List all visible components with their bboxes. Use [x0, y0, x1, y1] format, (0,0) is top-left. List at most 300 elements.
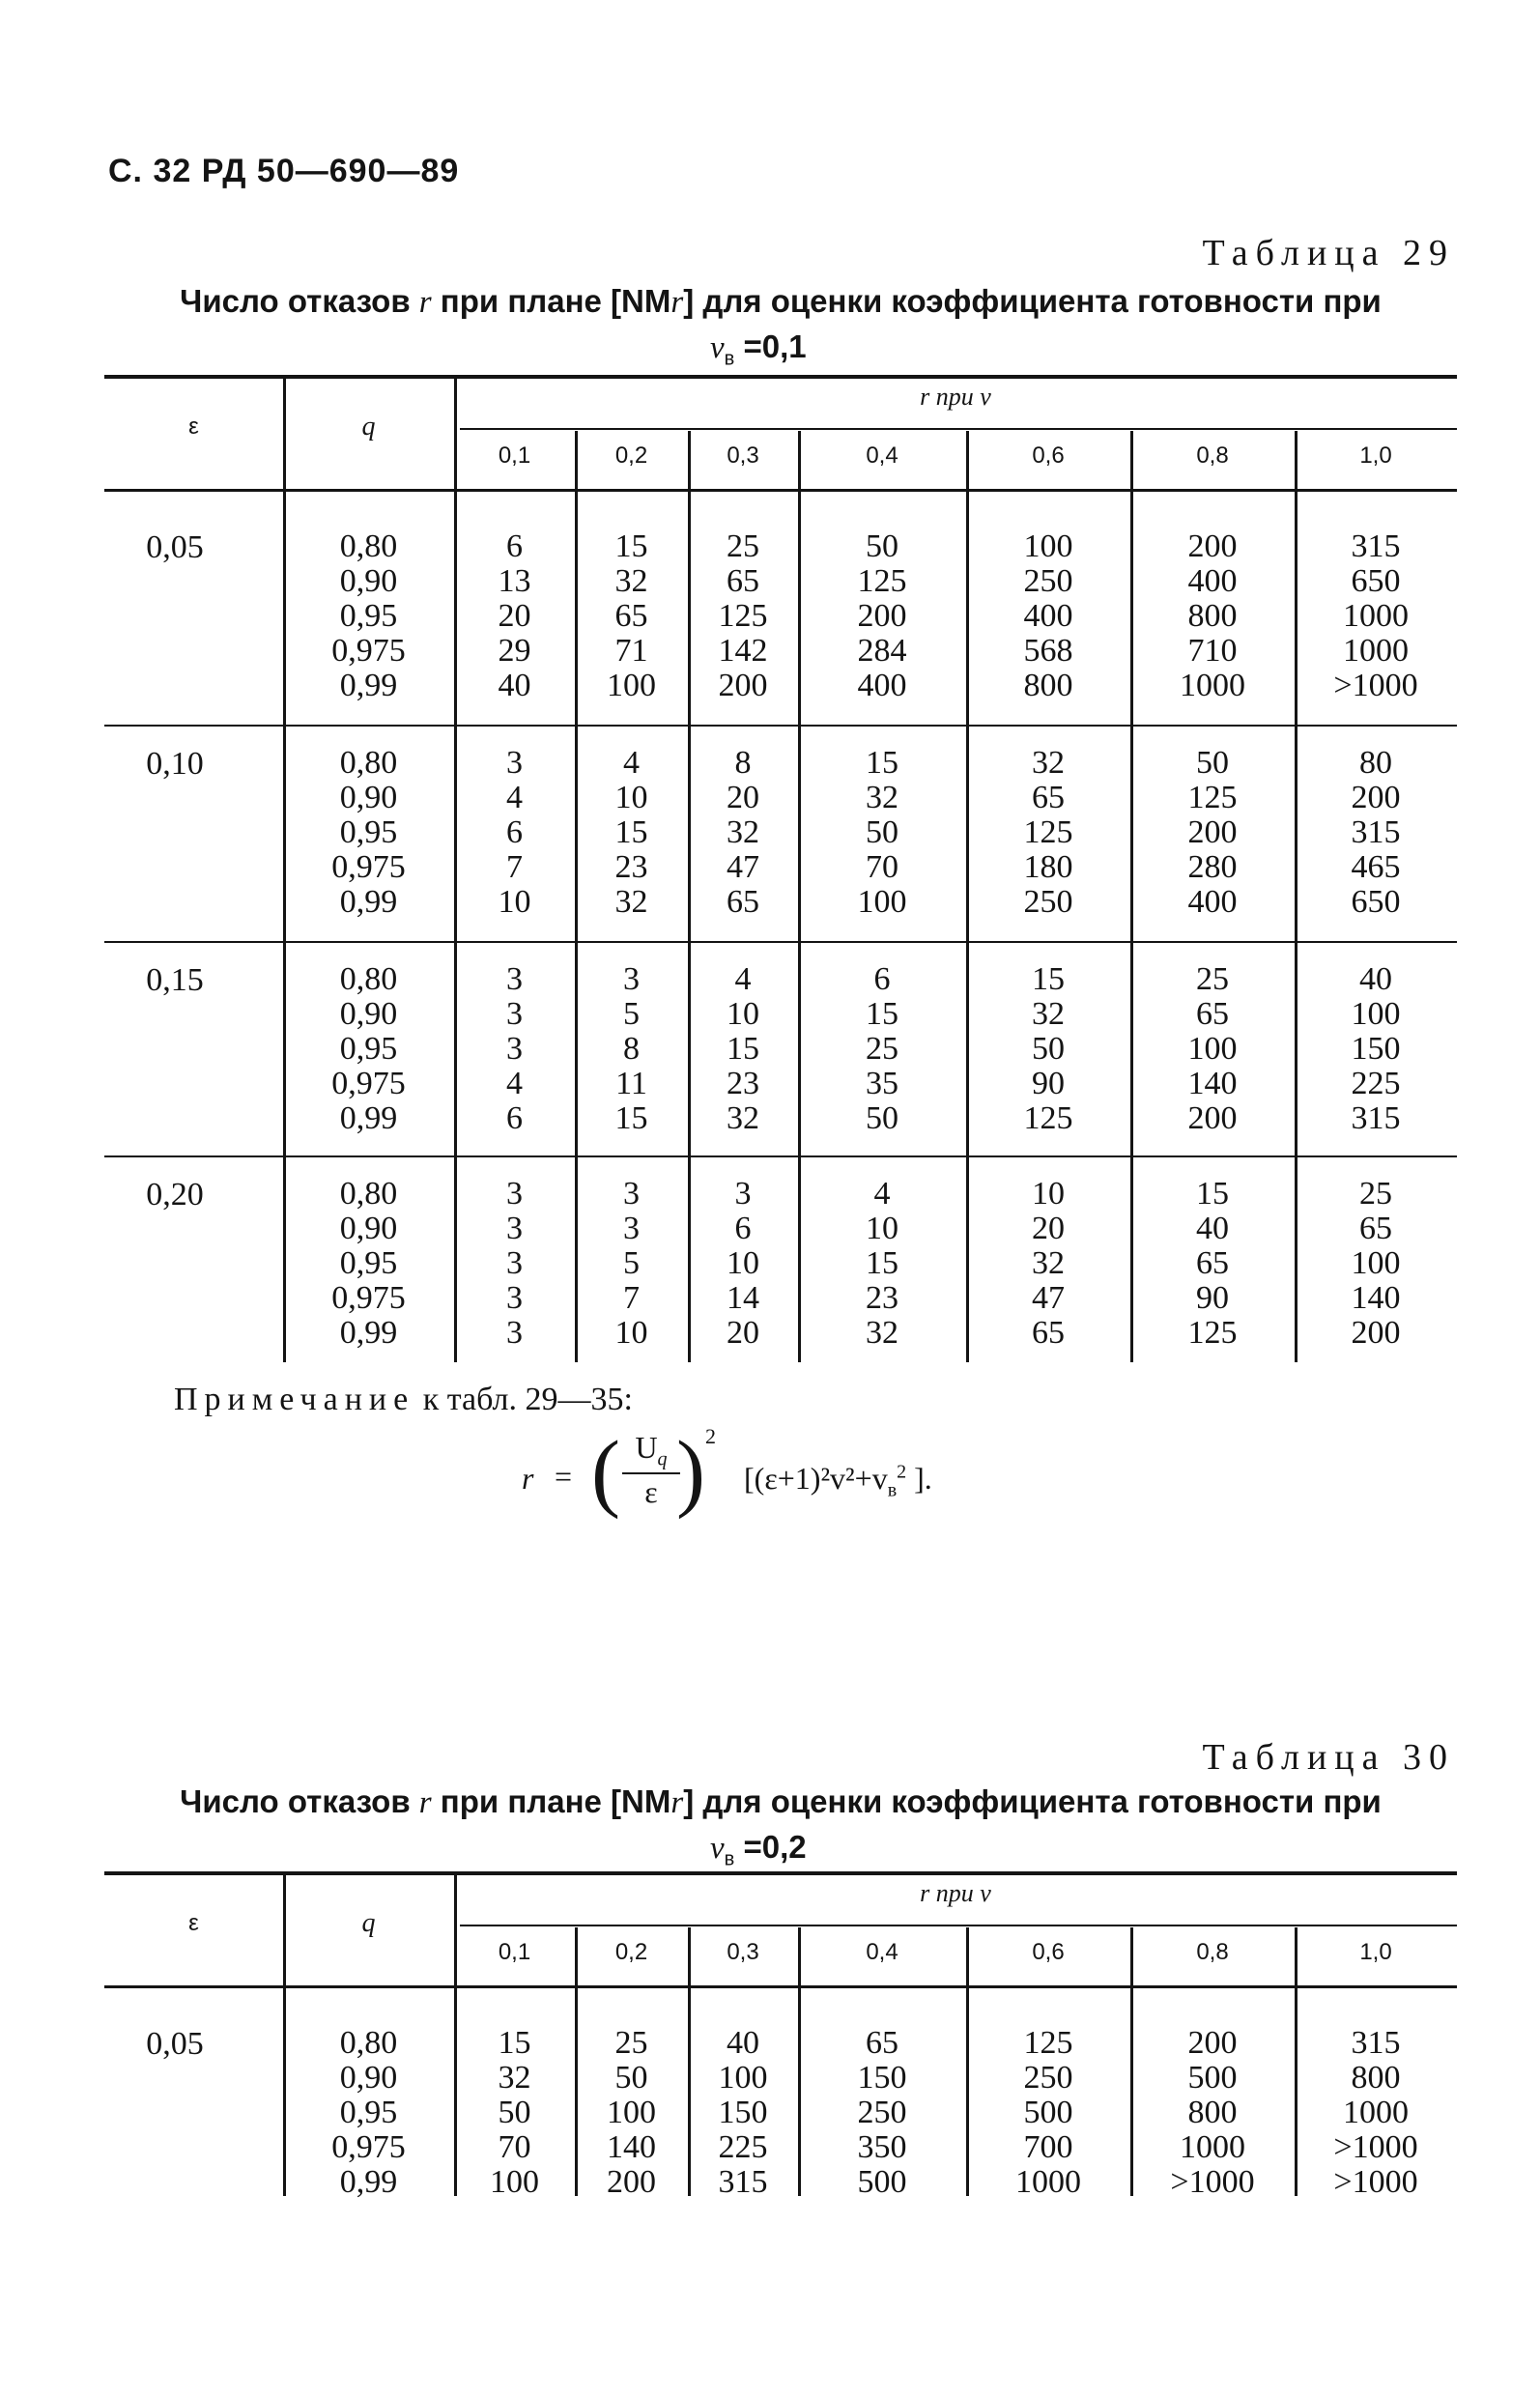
table-cell: 150: [718, 2095, 768, 2130]
q-value: 0,90: [339, 563, 398, 599]
table-cell: 6: [506, 814, 523, 850]
body-divider: [798, 492, 801, 1362]
table-cell: 7: [623, 1280, 640, 1316]
q-value: 0,95: [339, 1245, 398, 1281]
table-cell: 1000: [1015, 2164, 1081, 2200]
value-column: [579, 746, 684, 920]
table-cell: 3: [506, 1280, 523, 1316]
q-value: 0,80: [339, 528, 398, 564]
value-column: [1298, 2026, 1453, 2200]
value-column: [692, 1177, 794, 1351]
value-column: [970, 1177, 1126, 1351]
column-header-v: 0,1: [498, 1939, 531, 1965]
page-header: С. 32 РД 50—690—89: [108, 153, 460, 189]
table-cell: 8: [623, 1031, 640, 1067]
table-cell: 100: [1351, 1245, 1401, 1281]
table-cell: 250: [1023, 2060, 1073, 2096]
table-cell: 32: [614, 884, 648, 920]
table-cell: 3: [506, 1176, 523, 1212]
table-cell: 10: [1032, 1176, 1065, 1212]
table-cell: >1000: [1333, 668, 1418, 703]
table-cell: 200: [1187, 814, 1238, 850]
table-cell: 6: [734, 1211, 752, 1246]
table-cell: 3: [506, 745, 523, 781]
table-cell: 23: [866, 1280, 898, 1316]
table-30-label: Таблица 30: [1202, 1737, 1455, 1778]
q-value: 0,99: [339, 2164, 398, 2200]
header-divider: [688, 431, 691, 489]
table-cell: 40: [1359, 961, 1392, 997]
value-column: [970, 746, 1126, 920]
table-cell: 8: [734, 745, 752, 781]
table-cell: 6: [506, 1100, 523, 1136]
table-cell: 4: [623, 745, 640, 781]
column-header-v: 0,2: [614, 1939, 648, 1965]
body-divider: [1295, 492, 1298, 1362]
table-cell: 40: [727, 2025, 759, 2061]
table-cell: 4: [506, 1066, 523, 1101]
table-cell: 1000: [1343, 2095, 1409, 2130]
table-cell: 125: [1023, 814, 1073, 850]
table-cell: 800: [1187, 2095, 1238, 2130]
table-cell: 15: [614, 814, 648, 850]
value-column: [802, 529, 962, 703]
value-column: [1298, 746, 1453, 920]
table-cell: 3: [506, 1315, 523, 1351]
table-cell: 25: [1196, 961, 1229, 997]
table-cell: 125: [1023, 1100, 1073, 1136]
header-divider: [1130, 431, 1133, 489]
table-cell: 10: [727, 996, 759, 1032]
value-column: [970, 2026, 1126, 2200]
q-value: 0,80: [339, 961, 398, 997]
top-rule: [104, 1871, 1457, 1875]
body-divider: [1130, 1988, 1133, 2196]
body-divider: [688, 1988, 691, 2196]
value-column: [692, 2026, 794, 2200]
q-value: 0,99: [339, 884, 398, 920]
table-cell: 100: [607, 668, 656, 703]
top-rule: [104, 375, 1457, 379]
table-cell: 140: [1187, 1066, 1238, 1101]
table-cell: 5: [623, 1245, 640, 1281]
table-cell: 65: [1196, 996, 1229, 1032]
value-column: [970, 529, 1126, 703]
value-column: [692, 529, 794, 703]
table-cell: 400: [1023, 598, 1073, 634]
column-header-q: q: [361, 1908, 376, 1938]
q-column: [302, 746, 435, 920]
header-divider: [798, 1927, 801, 1985]
body-divider: [454, 1988, 457, 2196]
table-cell: 500: [857, 2164, 907, 2200]
table-cell: 200: [1187, 528, 1238, 564]
header-rule: [104, 489, 1457, 492]
table-cell: 5: [623, 996, 640, 1032]
table-cell: 15: [866, 1245, 898, 1281]
table-cell: 71: [614, 633, 648, 669]
table-cell: 1000: [1180, 2129, 1245, 2165]
table-cell: 284: [857, 633, 907, 669]
table-cell: 150: [1351, 1031, 1401, 1067]
table-cell: 15: [727, 1031, 759, 1067]
table-cell: 10: [866, 1211, 898, 1246]
table-cell: 40: [498, 668, 531, 703]
table-cell: 3: [506, 1245, 523, 1281]
column-header-v: 0,8: [1196, 1939, 1229, 1965]
value-column: [1134, 962, 1291, 1136]
value-column: [579, 962, 684, 1136]
table-cell: 250: [1023, 884, 1073, 920]
q-value: 0,99: [339, 1315, 398, 1351]
table-cell: 250: [1023, 563, 1073, 599]
table-cell: 20: [727, 1315, 759, 1351]
table-cell: 47: [727, 849, 759, 885]
table-cell: 3: [506, 1031, 523, 1067]
table-cell: 650: [1351, 884, 1401, 920]
group-rule: [460, 428, 1457, 430]
table-cell: 15: [866, 996, 898, 1032]
table-cell: 10: [727, 1245, 759, 1281]
table-cell: 100: [718, 2060, 768, 2096]
body-divider: [575, 1988, 578, 2196]
table-cell: 10: [498, 884, 531, 920]
table-cell: 65: [1196, 1245, 1229, 1281]
table-cell: 40: [1196, 1211, 1229, 1246]
table-cell: 32: [1032, 745, 1065, 781]
table-cell: 10: [614, 780, 648, 815]
table-cell: 65: [614, 598, 648, 634]
table-cell: 3: [506, 961, 523, 997]
table-cell: 125: [857, 563, 907, 599]
body-divider: [688, 492, 691, 1362]
table-cell: 15: [498, 2025, 531, 2061]
table-cell: 23: [727, 1066, 759, 1101]
table-cell: 140: [607, 2129, 656, 2165]
table-cell: 200: [1351, 780, 1401, 815]
table-cell: 465: [1351, 849, 1401, 885]
column-header-v: 0,1: [498, 442, 531, 469]
value-column: [802, 1177, 962, 1351]
table-cell: 3: [623, 961, 640, 997]
table-cell: 315: [1351, 814, 1401, 850]
table-cell: 200: [857, 598, 907, 634]
header-divider: [454, 1875, 457, 1985]
q-value: 0,80: [339, 1176, 398, 1212]
value-column: [458, 529, 571, 703]
header-divider: [575, 431, 578, 489]
table-cell: 125: [1023, 2025, 1073, 2061]
table-cell: 70: [866, 849, 898, 885]
value-column: [458, 2026, 571, 2200]
table-cell: 4: [873, 1176, 891, 1212]
table-cell: 3: [506, 996, 523, 1032]
table-cell: 65: [727, 884, 759, 920]
q-column: [302, 529, 435, 703]
table-cell: 1000: [1343, 598, 1409, 634]
table-cell: 225: [718, 2129, 768, 2165]
table-cell: 4: [506, 780, 523, 815]
table-cell: 80: [1359, 745, 1392, 781]
table-cell: 315: [1351, 2025, 1401, 2061]
q-value: 0,80: [339, 745, 398, 781]
group-separator: [104, 941, 1457, 943]
group-separator: [104, 725, 1457, 727]
value-column: [1134, 529, 1291, 703]
table-cell: 15: [1196, 1176, 1229, 1212]
eps-value: 0,20: [146, 1177, 204, 1212]
eps-value: 0,05: [146, 529, 204, 565]
value-column: [1298, 962, 1453, 1136]
header-divider: [798, 431, 801, 489]
table-cell: 14: [727, 1280, 759, 1316]
table-cell: 280: [1187, 849, 1238, 885]
body-divider: [454, 492, 457, 1362]
table-cell: 568: [1023, 633, 1073, 669]
body-divider: [798, 1988, 801, 2196]
body-divider: [575, 492, 578, 1362]
table-cell: 180: [1023, 849, 1073, 885]
value-column: [1134, 1177, 1291, 1351]
table-cell: 20: [727, 780, 759, 815]
value-column: [970, 962, 1126, 1136]
group-separator: [104, 1155, 1457, 1157]
table-cell: 90: [1032, 1066, 1065, 1101]
table-cell: 65: [866, 2025, 898, 2061]
table-cell: 6: [506, 528, 523, 564]
value-column: [579, 529, 684, 703]
table-cell: 32: [866, 780, 898, 815]
q-column: [302, 1177, 435, 1351]
header-divider: [966, 431, 969, 489]
table-cell: 200: [1187, 1100, 1238, 1136]
q-value: 0,975: [331, 1066, 406, 1101]
table-cell: 3: [506, 1211, 523, 1246]
table-cell: 800: [1351, 2060, 1401, 2096]
table-cell: 50: [1032, 1031, 1065, 1067]
table-cell: 350: [857, 2129, 907, 2165]
table-30-title: Число отказов r при плане [NMr] для оценки коэффициента готовности при: [180, 1783, 1382, 1820]
table-cell: 200: [1187, 2025, 1238, 2061]
table-cell: 25: [866, 1031, 898, 1067]
table-29-subtitle: $v_в =0,1$: [710, 328, 807, 370]
table-cell: 50: [1196, 745, 1229, 781]
header-divider: [454, 379, 457, 489]
table-cell: 20: [1032, 1211, 1065, 1246]
column-header-v: 0,8: [1196, 442, 1229, 469]
table-cell: 200: [718, 668, 768, 703]
value-column: [458, 1177, 571, 1351]
table-cell: 50: [866, 814, 898, 850]
table-cell: 65: [727, 563, 759, 599]
table-cell: 15: [614, 1100, 648, 1136]
header-divider: [283, 379, 286, 489]
table-cell: 125: [1187, 1315, 1238, 1351]
value-column: [802, 2026, 962, 2200]
table-cell: 10: [614, 1315, 648, 1351]
table-cell: 100: [607, 2095, 656, 2130]
q-value: 0,90: [339, 780, 398, 815]
table-cell: 35: [866, 1066, 898, 1101]
table-cell: >1000: [1170, 2164, 1255, 2200]
column-header-v: 0,6: [1032, 442, 1065, 469]
table-cell: 50: [866, 1100, 898, 1136]
table-cell: 70: [498, 2129, 531, 2165]
table-29-title: Число отказов r при плане [NMr] для оценки коэффициента готовности при: [180, 283, 1382, 320]
table-cell: 15: [614, 528, 648, 564]
body-divider: [283, 1988, 286, 2196]
q-value: 0,975: [331, 1280, 406, 1316]
column-header-v: 0,3: [727, 1939, 759, 1965]
table-cell: 125: [718, 598, 768, 634]
table-cell: 315: [1351, 1100, 1401, 1136]
table-cell: 32: [866, 1315, 898, 1351]
table-cell: 13: [498, 563, 531, 599]
column-header-q: q: [361, 412, 376, 442]
value-column: [802, 746, 962, 920]
column-header-v: 1,0: [1359, 442, 1392, 469]
column-header-v: 0,3: [727, 442, 759, 469]
table-cell: 500: [1187, 2060, 1238, 2096]
table-cell: 3: [734, 1176, 752, 1212]
table-cell: 800: [1023, 668, 1073, 703]
table-cell: 315: [1351, 528, 1401, 564]
q-value: 0,99: [339, 1100, 398, 1136]
table-cell: 200: [607, 2164, 656, 2200]
body-divider: [966, 492, 969, 1362]
table-cell: 47: [1032, 1280, 1065, 1316]
table-cell: 500: [1023, 2095, 1073, 2130]
table-cell: 6: [873, 961, 891, 997]
column-header-v: 0,4: [866, 442, 898, 469]
table-cell: 25: [1359, 1176, 1392, 1212]
table-cell: 225: [1351, 1066, 1401, 1101]
value-column: [458, 962, 571, 1136]
table-cell: 65: [1032, 1315, 1065, 1351]
table-cell: 20: [498, 598, 531, 634]
header-divider: [966, 1927, 969, 1985]
table-cell: 800: [1187, 598, 1238, 634]
table-30-subtitle: $v_в =0,2$: [710, 1829, 807, 1870]
table-cell: 50: [866, 528, 898, 564]
table-cell: 100: [1351, 996, 1401, 1032]
q-value: 0,975: [331, 633, 406, 669]
value-column: [1134, 2026, 1291, 2200]
value-column: [579, 1177, 684, 1351]
eps-value: 0,10: [146, 746, 204, 782]
value-column: [802, 962, 962, 1136]
table-cell: 32: [614, 563, 648, 599]
table-cell: 90: [1196, 1280, 1229, 1316]
body-divider: [1130, 492, 1133, 1362]
header-divider: [688, 1927, 691, 1985]
table-29-label: Таблица 29: [1202, 233, 1455, 273]
table-cell: 150: [857, 2060, 907, 2096]
header-divider: [1295, 431, 1298, 489]
table-cell: 1000: [1180, 668, 1245, 703]
q-value: 0,95: [339, 814, 398, 850]
header-divider: [1295, 1927, 1298, 1985]
table-cell: 650: [1351, 563, 1401, 599]
table-cell: 315: [718, 2164, 768, 2200]
table-cell: 11: [615, 1066, 647, 1101]
group-rule: [460, 1925, 1457, 1926]
q-column: [302, 962, 435, 1136]
table-cell: 200: [1351, 1315, 1401, 1351]
table-cell: >1000: [1333, 2164, 1418, 2200]
table-cell: 4: [734, 961, 752, 997]
table-cell: 400: [1187, 884, 1238, 920]
table-cell: 65: [1032, 780, 1065, 815]
value-column: [692, 746, 794, 920]
column-header-v: 1,0: [1359, 1939, 1392, 1965]
note-label: Примечание к табл. 29—35:: [174, 1382, 633, 1417]
q-column: [302, 2026, 435, 2200]
table-cell: 25: [727, 528, 759, 564]
column-header-r-at-v: r при v: [920, 383, 991, 411]
table-cell: 100: [857, 884, 907, 920]
header-divider: [1130, 1927, 1133, 1985]
header-rule: [104, 1985, 1457, 1988]
table-cell: 32: [1032, 1245, 1065, 1281]
body-divider: [283, 492, 286, 1362]
table-cell: 100: [490, 2164, 539, 2200]
q-value: 0,975: [331, 2129, 406, 2165]
table-cell: 140: [1351, 1280, 1401, 1316]
value-column: [1298, 1177, 1453, 1351]
table-cell: 15: [1032, 961, 1065, 997]
table-cell: 32: [1032, 996, 1065, 1032]
value-column: [1298, 529, 1453, 703]
q-value: 0,95: [339, 2095, 398, 2130]
table-cell: 142: [718, 633, 768, 669]
eps-value: 0,15: [146, 962, 204, 998]
table-cell: 400: [857, 668, 907, 703]
table-cell: 100: [1187, 1031, 1238, 1067]
column-header-v: 0,2: [614, 442, 648, 469]
value-column: [579, 2026, 684, 2200]
table-cell: 15: [866, 745, 898, 781]
q-value: 0,99: [339, 668, 398, 703]
header-divider: [575, 1927, 578, 1985]
table-cell: 250: [857, 2095, 907, 2130]
column-header-eps: ε: [188, 1910, 199, 1936]
table-cell: 32: [727, 1100, 759, 1136]
column-header-v: 0,6: [1032, 1939, 1065, 1965]
body-divider: [966, 1988, 969, 2196]
table-cell: >1000: [1333, 2129, 1418, 2165]
table-cell: 125: [1187, 780, 1238, 815]
table-cell: 3: [623, 1176, 640, 1212]
column-header-r-at-v: r при v: [920, 1879, 991, 1907]
eps-value: 0,05: [146, 2026, 204, 2062]
table-cell: 29: [498, 633, 531, 669]
column-header-v: 0,4: [866, 1939, 898, 1965]
table-cell: 100: [1023, 528, 1073, 564]
q-value: 0,95: [339, 598, 398, 634]
table-cell: 50: [614, 2060, 648, 2096]
q-value: 0,80: [339, 2025, 398, 2061]
table-cell: 700: [1023, 2129, 1073, 2165]
table-cell: 25: [614, 2025, 648, 2061]
q-value: 0,90: [339, 996, 398, 1032]
table-cell: 23: [614, 849, 648, 885]
table-cell: 32: [498, 2060, 531, 2096]
q-value: 0,90: [339, 1211, 398, 1246]
q-value: 0,90: [339, 2060, 398, 2096]
body-divider: [1295, 1988, 1298, 2196]
table-cell: 7: [506, 849, 523, 885]
